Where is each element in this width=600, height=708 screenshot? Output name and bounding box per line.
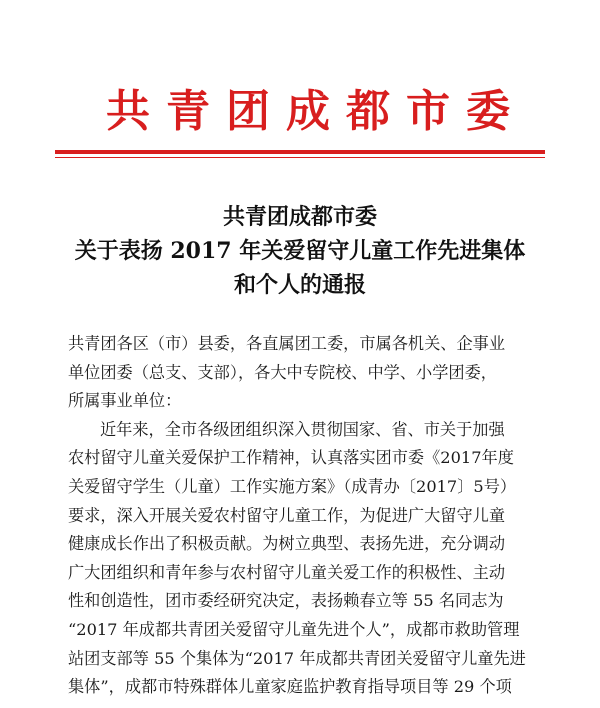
document-title-line-2: 关于表扬 2017 年关爱留守儿童工作先进集体	[74, 238, 526, 264]
document-title-line-1: 共青团成都市委	[222, 204, 377, 230]
body-paragraph-line: 农村留守儿童关爱保护工作精神，认真落实团市委《2017年度	[68, 448, 514, 468]
org-masthead: 共青团成都市委	[106, 86, 526, 137]
addressee-line: 所属事业单位：	[68, 391, 182, 411]
body-paragraph-line: 站团支部等 55 个集体为“2017 年成都共青团关爱留守儿童先进	[68, 648, 526, 668]
body-paragraph-line: “2017 年成都共青团关爱留守儿童先进个人”，成都市救助管理	[68, 619, 520, 639]
body-paragraph-line: 关爱留守学生（儿童）工作实施方案》（成青办〔2017〕5号）	[68, 476, 517, 496]
body-paragraph-line: 要求，深入开展关爱农村留守儿童工作，为促进广大留守儿童	[68, 505, 506, 525]
body-paragraph-line: 集体”，成都市特殊群体儿童家庭监护教育指导项目等 29 个项	[68, 677, 512, 697]
addressee-line: 单位团委（总支、支部），各大中专院校、中学、小学团委，	[68, 362, 497, 382]
body-paragraph-line: 性和创造性，团市委经研究决定，表扬赖春立等 55 名同志为	[68, 591, 504, 611]
body-paragraph-line: 健康成长作出了积极贡献。为树立典型、表扬先进，充分调动	[68, 534, 506, 554]
body-paragraph-line: 近年来，全市各级团组织深入贯彻国家、省、市关于加强	[100, 419, 505, 439]
body-paragraph-line: 广大团组织和青年参与农村留守儿童关爱工作的积极性、主动	[68, 562, 506, 582]
red-rule-thick	[55, 150, 545, 154]
document-body	[68, 330, 538, 702]
addressee-line: 共青团各区（市）县委，各直属团工委，市属各机关、企事业	[68, 334, 506, 353]
red-rule-thin	[55, 157, 545, 158]
document-title-line-3: 和个人的通报	[233, 272, 366, 298]
